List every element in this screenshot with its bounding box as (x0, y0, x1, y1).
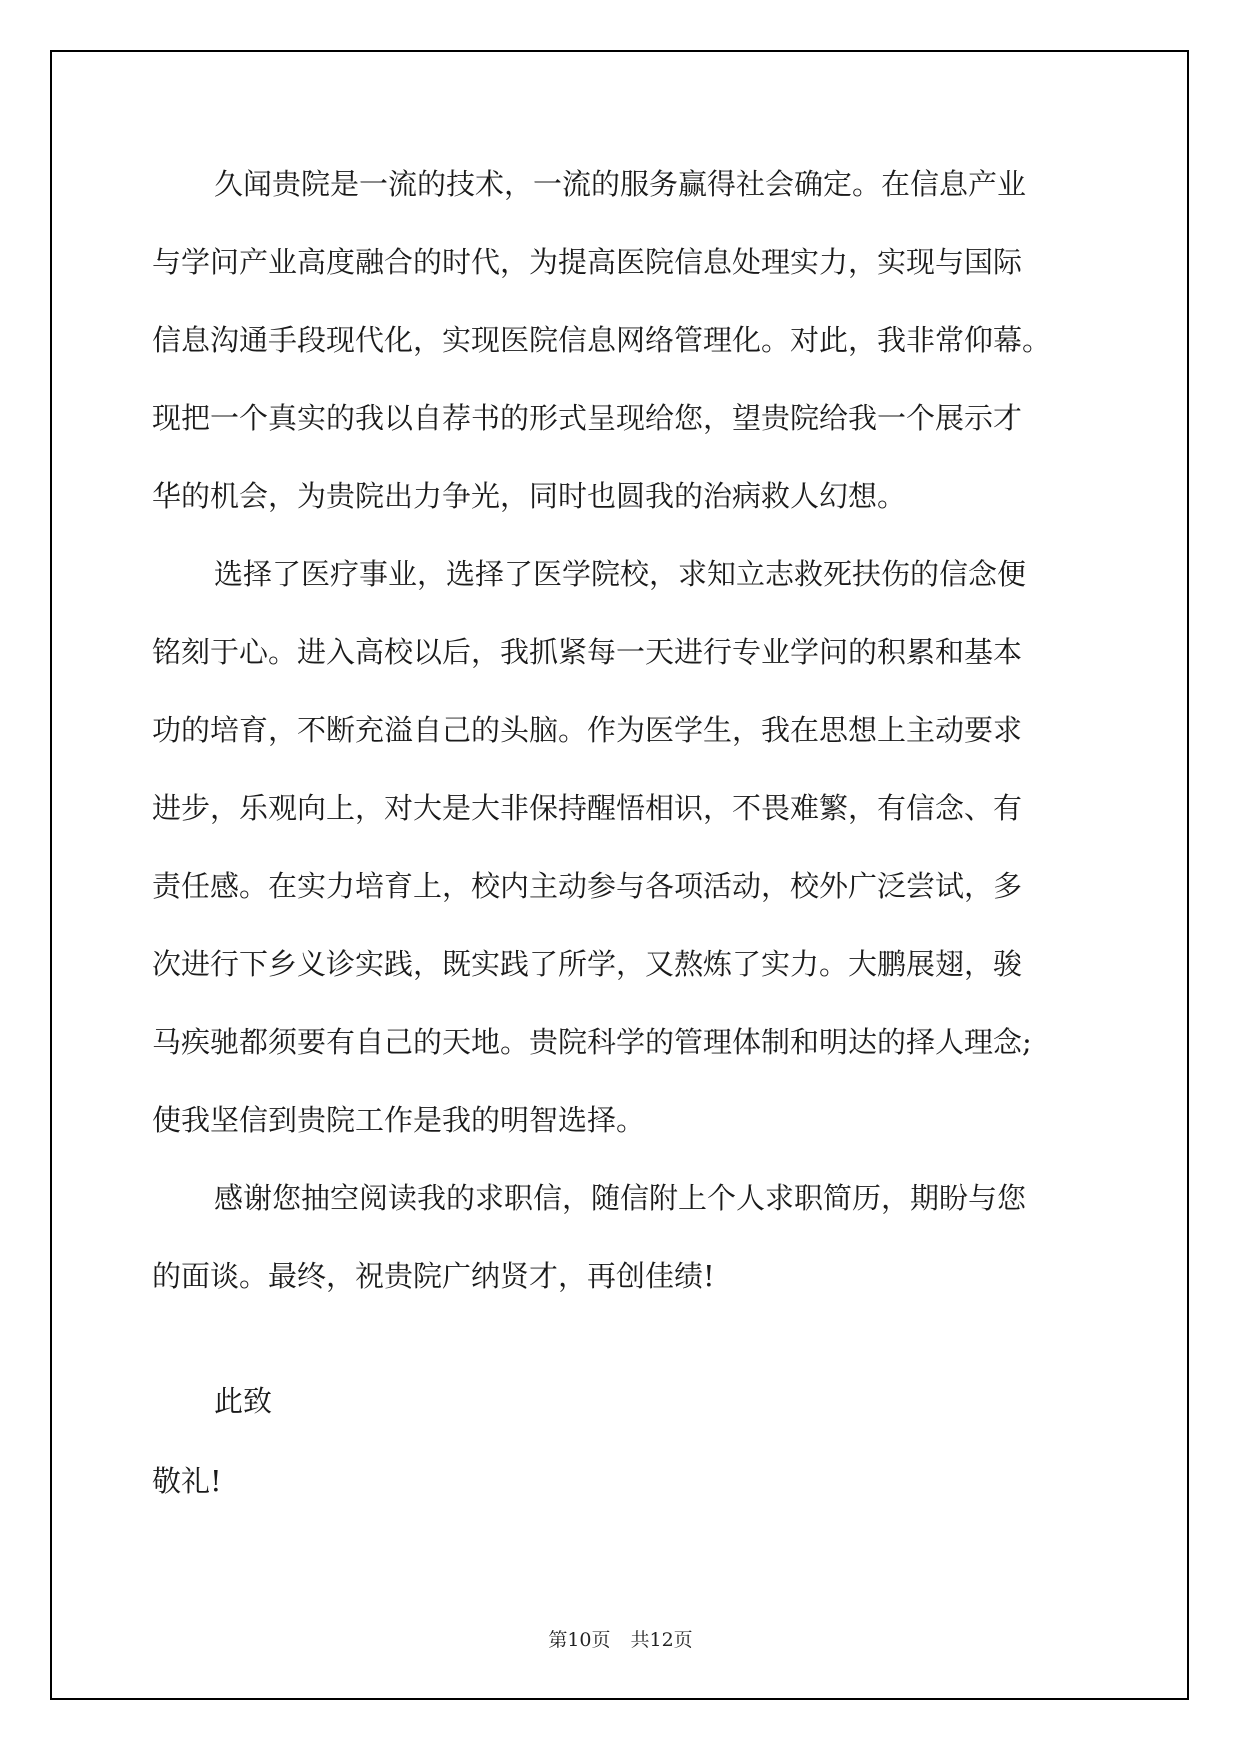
paragraph-2-line-7: 马疾驰都须要有自己的天地。贵院科学的管理体制和明达的择人理念; (152, 1025, 1032, 1059)
paragraph-2-line-5: 责任感。在实力培育上，校内主动参与各项活动，校外广泛尝试，多 (152, 869, 1023, 903)
paragraph-3-line-1: 感谢您抽空阅读我的求职信，随信附上个人求职简历，期盼与您 (214, 1181, 1027, 1215)
paragraph-2-line-4: 进步，乐观向上，对大是大非保持醒悟相识，不畏难繁，有信念、有 (152, 791, 1023, 825)
paragraph-2-line-3: 功的培育，不断充溢自己的头脑。作为医学生，我在思想上主动要求 (152, 713, 1023, 747)
paragraph-2-line-2: 铭刻于心。进入高校以后，我抓紧每一天进行专业学问的积累和基本 (152, 635, 1023, 669)
paragraph-1-line-1: 久闻贵院是一流的技术，一流的服务赢得社会确定。在信息产业 (214, 167, 1027, 201)
closing-block (152, 1382, 272, 1420)
paragraph-1-line-4: 现把一个真实的我以自荐书的形式呈现给您，望贵院给我一个展示才 (152, 401, 1023, 435)
paragraph-2-line-8: 使我坚信到贵院工作是我的明智选择。 (152, 1103, 646, 1137)
paragraph-1-line-3: 信息沟通手段现代化，实现医院信息网络管理化。对此，我非常仰幕。 (152, 323, 1052, 357)
page-total: 共12页 (630, 1629, 693, 1651)
paragraph-2-line-1: 选择了医疗事业，选择了医学院校，求知立志救死扶伤的信念便 (214, 557, 1027, 591)
paragraph-1-line-5: 华的机会，为贵院出力争光，同时也圆我的治病救人幻想。 (152, 479, 907, 513)
letter-body (152, 165, 1094, 1295)
paragraph-2-line-6: 次进行下乡义诊实践，既实践了所学，又熬炼了实力。大鹏展翅，骏 (152, 947, 1023, 981)
paragraph-3-line-2: 的面谈。最终，祝贵院广纳贤才，再创佳绩! (152, 1259, 715, 1293)
salutation-text: 敬礼! (152, 1464, 222, 1498)
closing-text: 此致 (214, 1384, 273, 1418)
page-footer (0, 1625, 1241, 1652)
page-number: 第10页 (548, 1629, 611, 1651)
paragraph-1-line-2: 与学问产业高度融合的时代，为提高医院信息处理实力，实现与国际 (152, 245, 1023, 279)
